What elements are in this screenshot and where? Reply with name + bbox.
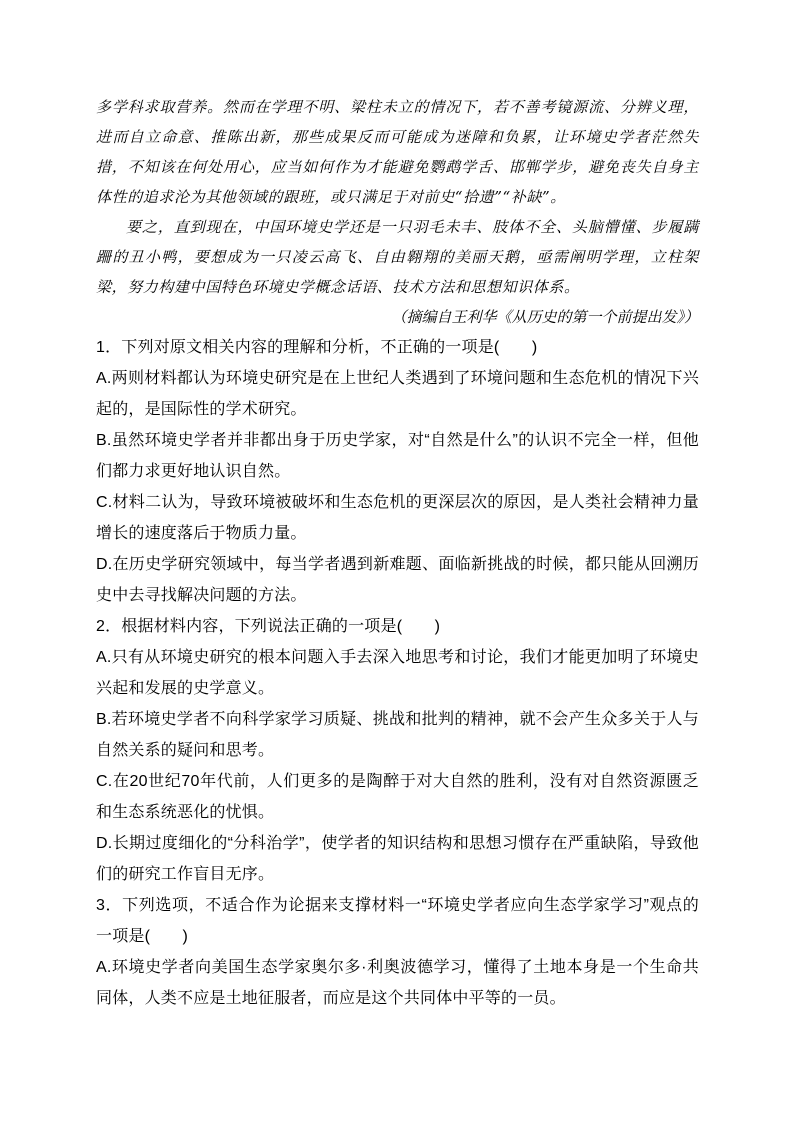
- question-option-d: D.在历史学研究领域中，每当学者遇到新难题、面临新挑战的时候，都只能从回溯历史中去寻找解决问题的方法。: [96, 556, 699, 604]
- passage-source: （摘编自王利华《从历史的第一个前提出发》）: [391, 308, 699, 326]
- question-option-a: A.只有从环境史研究的根本问题入手去深入地思考和讨论，我们才能更加明了环境史兴起和发展的史学意义。: [96, 649, 699, 697]
- question-2: [96, 611, 699, 890]
- document-page: [96, 92, 699, 1014]
- question-stem: 1．下列对原文相关内容的理解和分析，不正确的一项是( ): [96, 339, 538, 356]
- question-option-d: D.长期过度细化的“分科治学”，使学者的知识结构和思想习惯存在严重缺陷，导致他们的研究工作盲目无序。: [96, 835, 699, 883]
- question-1: [96, 332, 699, 611]
- question-stem: 3．下列选项，不适合作为论据来支撑材料一“环境史学者应向生态学家学习”观点的一项是( ): [96, 897, 699, 945]
- question-option-a: A.环境史学者向美国生态学家奥尔多·利奥波德学习，懂得了土地本身是一个生命共同体，人类不应是土地征服者，而应是这个共同体中平等的一员。: [96, 959, 699, 1007]
- question-stem: 2．根据材料内容，下列说法正确的一项是( ): [96, 618, 441, 635]
- question-option-a: A.两则材料都认为环境史研究是在上世纪人类遇到了环境问题和生态危机的情况下兴起的，是国际性的学术研究。: [96, 370, 699, 418]
- question-3: [96, 890, 699, 1014]
- question-option-b: B.若环境史学者不向科学家学习质疑、挑战和批判的精神，就不会产生众多关于人与自然关系的疑问和思考。: [96, 711, 699, 759]
- question-option-b: B.虽然环境史学者并非都出身于历史学家，对“自然是什么”的认识不完全一样，但他们都力求更好地认识自然。: [96, 432, 699, 480]
- passage-paragraph: 多学科求取营养。然而在学理不明、梁柱未立的情况下，若不善考镜源流、分辨义理，进而自立命意、推陈出新，那些成果反而可能成为迷障和负累，让环境史学者茫然失措，不知该在何处用心，应当如何作为才能避免鹦鹉学舌、邯郸学步，避免丧失自身主体性的追求沦为其他领域的跟班，或只满足于对前史“拾遗”“补缺”。: [96, 98, 699, 206]
- passage-paragraph: 要之，直到现在，中国环境史学还是一只羽毛未丰、肢体不全、头脑懵懂、步履蹒跚的丑小鸭，要想成为一只凌云高飞、自由翱翔的美丽天鹅，亟需阐明学理，立柱架梁，努力构建中国特色环境史学概念话语、技术方法和思想知识体系。: [96, 218, 699, 296]
- question-option-c: C.在20世纪70年代前，人们更多的是陶醉于对大自然的胜利，没有对自然资源匮乏和生态系统恶化的忧惧。: [96, 773, 699, 821]
- question-option-c: C.材料二认为，导致环境被破坏和生态危机的更深层次的原因，是人类社会精神力量增长的速度落后于物质力量。: [96, 494, 699, 542]
